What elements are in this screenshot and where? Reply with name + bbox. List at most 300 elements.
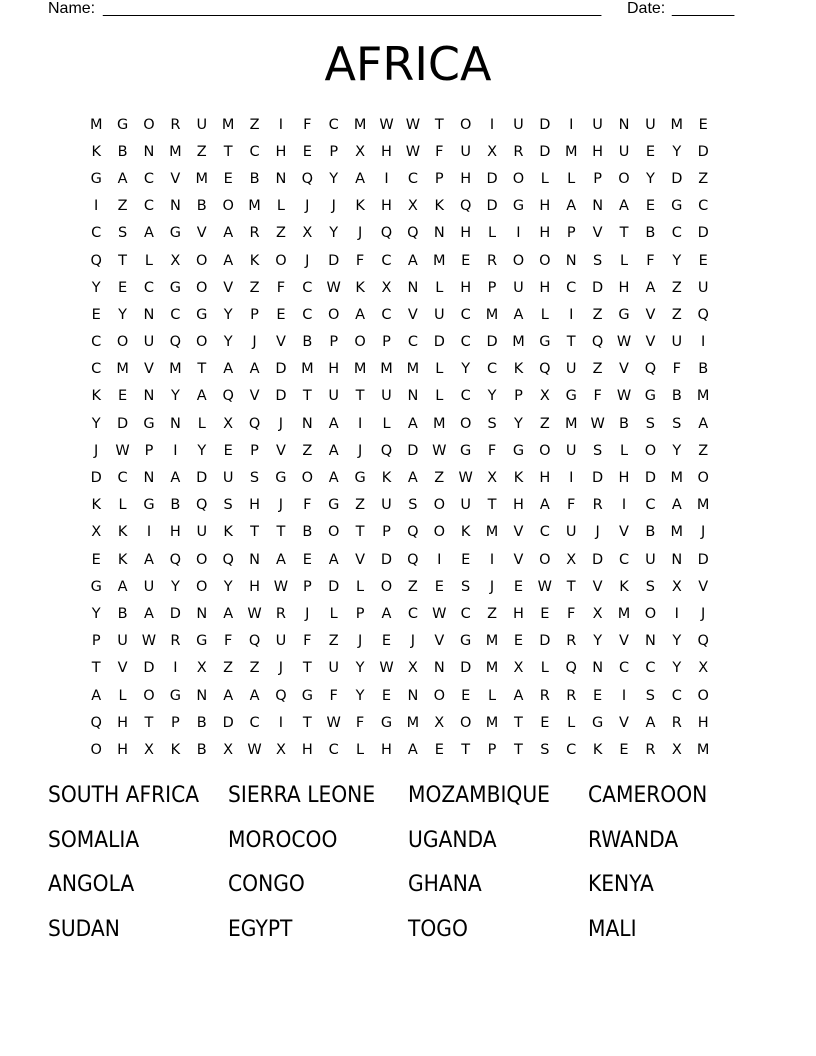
name-field-line: ________________________________________________________ bbox=[103, 0, 602, 17]
grid-letter: K bbox=[249, 252, 260, 269]
grid-letter: V bbox=[645, 306, 656, 323]
name-label: Name: bbox=[48, 0, 96, 17]
grid-letter: H bbox=[697, 714, 709, 731]
grid-letter: D bbox=[539, 633, 551, 650]
grid-letter: O bbox=[380, 578, 393, 595]
grid-letter: Y bbox=[170, 388, 180, 405]
grid-letter: K bbox=[355, 198, 365, 215]
grid-letter: G bbox=[565, 388, 577, 405]
grid-letter: A bbox=[328, 415, 339, 432]
grid-letter: A bbox=[223, 361, 234, 378]
grid-letter: Q bbox=[407, 524, 419, 541]
grid-letter: I bbox=[569, 116, 574, 133]
grid-letter: X bbox=[671, 578, 682, 595]
grid-letter: Z bbox=[407, 578, 418, 595]
word-list-item: SOUTH AFRICA bbox=[48, 783, 200, 808]
grid-letter: Q bbox=[539, 361, 551, 378]
grid-row bbox=[83, 464, 743, 491]
grid-letter: L bbox=[118, 687, 127, 704]
grid-letter: A bbox=[381, 605, 392, 622]
grid-letter: A bbox=[619, 198, 629, 215]
grid-letter: S bbox=[408, 497, 418, 514]
grid-letter: Y bbox=[514, 415, 523, 432]
grid-letter: V bbox=[170, 170, 181, 187]
grid-letter: Q bbox=[644, 361, 657, 378]
grid-letter: P bbox=[170, 714, 180, 731]
grid-letter: M bbox=[89, 116, 103, 133]
grid-letter: P bbox=[593, 170, 602, 187]
grid-letter: Z bbox=[434, 470, 445, 487]
grid-letter: W bbox=[115, 442, 130, 459]
grid-letter: Q bbox=[248, 415, 261, 432]
grid-letter: O bbox=[433, 497, 445, 514]
grid-letter: G bbox=[644, 388, 657, 405]
grid-letter: L bbox=[382, 415, 391, 432]
grid-row bbox=[83, 736, 743, 763]
grid-row bbox=[83, 492, 743, 519]
grid-letter: V bbox=[592, 578, 603, 595]
grid-letter: I bbox=[146, 524, 152, 541]
grid-letter: V bbox=[275, 334, 286, 351]
grid-letter: D bbox=[328, 578, 340, 595]
grid-letter: R bbox=[539, 687, 550, 704]
grid-letter: Q bbox=[591, 334, 604, 351]
grid-letter: Q bbox=[196, 497, 208, 514]
grid-letter: D bbox=[486, 334, 498, 351]
grid-letter: I bbox=[569, 470, 574, 487]
grid-letter: U bbox=[460, 497, 471, 514]
grid-letter: G bbox=[143, 497, 155, 514]
grid-letter: B bbox=[302, 334, 313, 351]
grid-letter: Z bbox=[698, 442, 709, 459]
grid-letter: H bbox=[117, 741, 129, 758]
grid-letter: T bbox=[302, 660, 312, 677]
grid-letter: C bbox=[460, 306, 471, 323]
grid-letter: T bbox=[566, 578, 576, 595]
grid-letter: J bbox=[489, 578, 495, 595]
grid-letter: H bbox=[169, 524, 181, 541]
grid-letter: N bbox=[565, 252, 577, 269]
grid-letter: C bbox=[328, 741, 339, 758]
grid-letter: W bbox=[326, 714, 341, 731]
grid-letter: D bbox=[328, 252, 340, 269]
grid-letter: H bbox=[618, 470, 630, 487]
grid-letter: E bbox=[223, 442, 233, 459]
grid-letter: E bbox=[91, 306, 101, 323]
grid-letter: H bbox=[460, 225, 472, 242]
grid-letter: E bbox=[118, 279, 128, 296]
grid-letter: P bbox=[355, 605, 365, 622]
grid-letter: Y bbox=[223, 578, 233, 595]
grid-letter: E bbox=[513, 578, 524, 595]
word-search-grid bbox=[83, 111, 743, 764]
grid-letter: X bbox=[539, 388, 550, 405]
grid-letter: J bbox=[305, 198, 310, 215]
grid-letter: G bbox=[618, 306, 630, 323]
grid-letter: Z bbox=[302, 442, 313, 459]
word-list-item: MOROCOO bbox=[228, 827, 338, 853]
grid-letter: J bbox=[305, 605, 310, 622]
grid-letter: C bbox=[328, 116, 339, 133]
grid-row bbox=[83, 193, 743, 220]
grid-letter: Z bbox=[249, 279, 260, 296]
grid-letter: S bbox=[645, 687, 655, 704]
grid-letter: N bbox=[407, 388, 419, 405]
word-list-item: CAMEROON bbox=[588, 783, 708, 808]
grid-letter: Y bbox=[118, 306, 128, 323]
grid-letter: A bbox=[144, 551, 154, 568]
grid-letter: M bbox=[670, 470, 684, 487]
grid-letter: U bbox=[381, 388, 392, 405]
grid-letter: B bbox=[645, 225, 656, 242]
grid-letter: O bbox=[196, 252, 208, 269]
grid-letter: R bbox=[645, 741, 656, 758]
grid-letter: D bbox=[592, 470, 604, 487]
grid-letter: Q bbox=[697, 306, 709, 323]
grid-letter: G bbox=[143, 415, 155, 432]
grid-letter: Y bbox=[170, 578, 180, 595]
grid-letter: R bbox=[249, 225, 260, 242]
grid-letter: M bbox=[564, 415, 578, 432]
grid-letter: O bbox=[328, 306, 340, 323]
grid-letter: V bbox=[355, 551, 366, 568]
grid-letter: K bbox=[117, 524, 128, 541]
grid-letter: I bbox=[569, 306, 574, 323]
grid-letter: Y bbox=[461, 361, 471, 378]
grid-letter: N bbox=[143, 306, 155, 323]
grid-letter: I bbox=[489, 116, 495, 133]
grid-letter: O bbox=[328, 524, 340, 541]
grid-letter: E bbox=[540, 605, 550, 622]
grid-letter: U bbox=[460, 143, 471, 160]
grid-letter: N bbox=[196, 605, 208, 622]
grid-letter: B bbox=[170, 497, 181, 514]
grid-letter: A bbox=[328, 442, 339, 459]
grid-letter: X bbox=[407, 660, 418, 677]
grid-letter: O bbox=[644, 442, 657, 459]
word-list bbox=[48, 778, 768, 956]
grid-letter: Y bbox=[91, 279, 101, 296]
grid-letter: T bbox=[434, 116, 444, 133]
grid-letter: G bbox=[169, 279, 181, 296]
grid-letter: Y bbox=[197, 442, 207, 459]
grid-letter: Q bbox=[222, 388, 234, 405]
grid-letter: A bbox=[407, 470, 418, 487]
grid-letter: Y bbox=[91, 605, 101, 622]
grid-letter: K bbox=[355, 279, 365, 296]
grid-letter: W bbox=[432, 605, 447, 622]
grid-letter: U bbox=[645, 551, 656, 568]
grid-letter: M bbox=[221, 116, 235, 133]
grid-row bbox=[83, 600, 743, 627]
grid-letter: C bbox=[566, 279, 577, 296]
grid-letter: W bbox=[432, 442, 447, 459]
grid-letter: N bbox=[196, 687, 208, 704]
grid-letter: W bbox=[616, 334, 632, 351]
grid-letter: N bbox=[433, 660, 445, 677]
grid-letter: U bbox=[222, 470, 234, 487]
grid-letter: V bbox=[513, 551, 524, 568]
grid-letter: G bbox=[539, 334, 551, 351]
grid-letter: H bbox=[328, 361, 340, 378]
grid-letter: S bbox=[249, 470, 260, 487]
grid-letter: O bbox=[196, 279, 208, 296]
grid-letter: D bbox=[644, 470, 656, 487]
grid-letter: F bbox=[435, 143, 444, 160]
grid-letter: J bbox=[278, 415, 284, 432]
grid-letter: A bbox=[698, 415, 709, 432]
grid-letter: X bbox=[91, 524, 102, 541]
grid-letter: T bbox=[514, 741, 523, 758]
grid-letter: G bbox=[301, 687, 313, 704]
grid-letter: C bbox=[143, 279, 155, 296]
grid-letter: I bbox=[489, 551, 495, 568]
grid-letter: U bbox=[328, 660, 340, 677]
grid-letter: D bbox=[433, 334, 445, 351]
grid-row bbox=[83, 383, 743, 410]
grid-letter: Z bbox=[355, 497, 366, 514]
grid-letter: Y bbox=[355, 660, 365, 677]
grid-letter: W bbox=[326, 279, 341, 296]
grid-letter: A bbox=[328, 470, 339, 487]
grid-letter: Q bbox=[407, 551, 419, 568]
grid-letter: D bbox=[90, 470, 102, 487]
grid-letter: I bbox=[621, 497, 627, 514]
grid-letter: M bbox=[485, 524, 499, 541]
grid-letter: A bbox=[407, 741, 418, 758]
grid-letter: M bbox=[116, 361, 129, 378]
grid-letter: Z bbox=[223, 660, 234, 677]
grid-letter: V bbox=[407, 306, 418, 323]
grid-letter: B bbox=[196, 714, 207, 731]
page-title: AFRICA bbox=[324, 37, 492, 91]
grid-letter: Q bbox=[380, 225, 393, 242]
grid-letter: K bbox=[381, 470, 392, 487]
grid-letter: W bbox=[405, 116, 421, 133]
grid-letter: C bbox=[407, 605, 418, 622]
grid-letter: V bbox=[144, 361, 154, 378]
grid-letter: I bbox=[621, 687, 627, 704]
grid-letter: W bbox=[379, 660, 394, 677]
grid-letter: G bbox=[460, 633, 472, 650]
grid-letter: A bbox=[275, 551, 286, 568]
grid-letter: K bbox=[117, 551, 128, 568]
grid-letter: T bbox=[223, 143, 233, 160]
grid-letter: B bbox=[196, 198, 207, 215]
grid-letter: O bbox=[618, 170, 630, 187]
grid-letter: P bbox=[250, 442, 259, 459]
grid-letter: M bbox=[433, 415, 446, 432]
grid-letter: B bbox=[698, 361, 709, 378]
grid-letter: B bbox=[671, 388, 682, 405]
grid-letter: D bbox=[407, 442, 419, 459]
word-list-item: MALI bbox=[588, 916, 637, 942]
grid-letter: M bbox=[485, 714, 499, 731]
grid-letter: X bbox=[381, 279, 392, 296]
grid-letter: R bbox=[170, 633, 181, 650]
grid-letter: C bbox=[671, 687, 682, 704]
grid-letter: C bbox=[143, 198, 155, 215]
grid-letter: E bbox=[91, 551, 101, 568]
grid-letter: A bbox=[645, 279, 656, 296]
grid-letter: M bbox=[195, 170, 209, 187]
grid-letter: T bbox=[566, 334, 576, 351]
grid-letter: N bbox=[433, 225, 445, 242]
grid-letter: N bbox=[407, 279, 419, 296]
grid-letter: F bbox=[303, 633, 312, 650]
grid-letter: G bbox=[460, 442, 472, 459]
grid-letter: A bbox=[671, 497, 682, 514]
word-list-item: GHANA bbox=[408, 872, 482, 897]
grid-letter: U bbox=[381, 497, 392, 514]
grid-letter: L bbox=[488, 687, 497, 704]
grid-letter: U bbox=[328, 388, 340, 405]
grid-letter: I bbox=[278, 714, 284, 731]
grid-letter: H bbox=[249, 578, 260, 595]
grid-letter: N bbox=[169, 415, 181, 432]
grid-letter: Q bbox=[407, 225, 419, 242]
grid-letter: F bbox=[646, 252, 655, 269]
grid-letter: L bbox=[197, 415, 206, 432]
grid-letter: E bbox=[461, 252, 471, 269]
grid-letter: V bbox=[196, 225, 207, 242]
word-list-item: KENYA bbox=[588, 872, 654, 897]
grid-letter: R bbox=[513, 143, 524, 160]
word-list-item: SIERRA LEONE bbox=[228, 783, 376, 808]
grid-letter: D bbox=[592, 551, 604, 568]
grid-letter: A bbox=[249, 361, 260, 378]
grid-letter: R bbox=[275, 605, 286, 622]
grid-letter: I bbox=[94, 198, 99, 215]
grid-letter: E bbox=[434, 741, 444, 758]
grid-letter: Y bbox=[672, 633, 682, 650]
grid-letter: Y bbox=[223, 306, 233, 323]
grid-letter: O bbox=[116, 334, 129, 351]
grid-letter: D bbox=[486, 170, 498, 187]
grid-letter: C bbox=[407, 334, 418, 351]
grid-letter: Z bbox=[592, 361, 603, 378]
grid-letter: P bbox=[487, 741, 497, 758]
grid-letter: T bbox=[144, 714, 154, 731]
grid-letter: A bbox=[91, 687, 102, 704]
grid-letter: Z bbox=[249, 660, 260, 677]
grid-letter: X bbox=[592, 605, 603, 622]
grid-letter: F bbox=[223, 633, 233, 650]
grid-letter: M bbox=[512, 334, 525, 351]
grid-letter: C bbox=[539, 524, 550, 541]
grid-letter: O bbox=[143, 116, 155, 133]
grid-letter: P bbox=[302, 578, 312, 595]
grid-letter: O bbox=[275, 252, 287, 269]
grid-letter: J bbox=[701, 524, 706, 541]
word-list-item: EGYPT bbox=[228, 916, 293, 942]
grid-letter: K bbox=[460, 524, 471, 541]
grid-letter: B bbox=[619, 415, 629, 432]
grid-letter: F bbox=[487, 442, 497, 459]
grid-letter: Z bbox=[698, 170, 709, 187]
grid-letter: N bbox=[249, 551, 260, 568]
grid-letter: H bbox=[460, 170, 472, 187]
grid-letter: B bbox=[249, 170, 260, 187]
grid-row bbox=[83, 138, 743, 165]
grid-letter: M bbox=[696, 388, 710, 405]
grid-letter: E bbox=[540, 714, 550, 731]
grid-letter: K bbox=[619, 578, 629, 595]
grid-letter: E bbox=[619, 741, 629, 758]
word-list-item: CONGO bbox=[228, 872, 305, 897]
grid-letter: P bbox=[144, 442, 154, 459]
grid-letter: A bbox=[328, 551, 339, 568]
grid-letter: M bbox=[169, 361, 182, 378]
grid-letter: P bbox=[250, 306, 259, 323]
grid-letter: O bbox=[301, 470, 314, 487]
grid-letter: D bbox=[169, 605, 181, 622]
grid-row bbox=[83, 546, 743, 573]
grid-letter: U bbox=[565, 524, 577, 541]
grid-letter: D bbox=[671, 170, 683, 187]
grid-letter: O bbox=[459, 116, 472, 133]
grid-letter: M bbox=[353, 116, 367, 133]
grid-letter: Q bbox=[222, 551, 234, 568]
grid-letter: X bbox=[434, 714, 445, 731]
word-list-item: UGANDA bbox=[408, 827, 497, 853]
grid-letter: S bbox=[593, 252, 603, 269]
grid-letter: L bbox=[356, 578, 365, 595]
grid-letter: G bbox=[90, 170, 102, 187]
grid-letter: J bbox=[357, 225, 363, 242]
grid-letter: N bbox=[169, 198, 181, 215]
grid-letter: M bbox=[301, 361, 314, 378]
grid-letter: Q bbox=[169, 551, 182, 568]
word-list-item: SOMALIA bbox=[48, 827, 140, 853]
grid-letter: U bbox=[645, 116, 656, 133]
grid-letter: E bbox=[645, 143, 655, 160]
grid-letter: V bbox=[223, 279, 234, 296]
grid-letter: W bbox=[537, 578, 552, 595]
grid-letter: D bbox=[486, 198, 498, 215]
grid-letter: E bbox=[461, 687, 471, 704]
grid-letter: F bbox=[303, 116, 312, 133]
grid-row bbox=[83, 165, 743, 192]
grid-letter: U bbox=[275, 633, 287, 650]
grid-letter: K bbox=[223, 524, 233, 541]
grid-letter: R bbox=[487, 252, 498, 269]
grid-letter: A bbox=[539, 497, 550, 514]
grid-letter: P bbox=[329, 334, 339, 351]
grid-letter: J bbox=[94, 442, 99, 459]
grid-letter: Q bbox=[275, 687, 287, 704]
grid-letter: P bbox=[514, 388, 523, 405]
grid-letter: U bbox=[513, 279, 524, 296]
grid-letter: M bbox=[433, 252, 446, 269]
grid-letter: T bbox=[355, 524, 365, 541]
grid-letter: A bbox=[355, 170, 366, 187]
word-list-item: RWANDA bbox=[588, 827, 679, 853]
grid-letter: S bbox=[645, 415, 655, 432]
grid-letter: L bbox=[329, 605, 338, 622]
grid-letter: A bbox=[196, 388, 207, 405]
grid-letter: O bbox=[539, 442, 551, 459]
grid-letter: T bbox=[91, 660, 101, 677]
grid-letter: D bbox=[539, 143, 551, 160]
grid-letter: A bbox=[407, 415, 418, 432]
grid-letter: X bbox=[275, 741, 286, 758]
grid-letter: M bbox=[406, 361, 420, 378]
grid-letter: A bbox=[117, 170, 128, 187]
grid-letter: S bbox=[672, 415, 682, 432]
grid-letter: I bbox=[278, 116, 284, 133]
grid-letter: U bbox=[143, 334, 155, 351]
